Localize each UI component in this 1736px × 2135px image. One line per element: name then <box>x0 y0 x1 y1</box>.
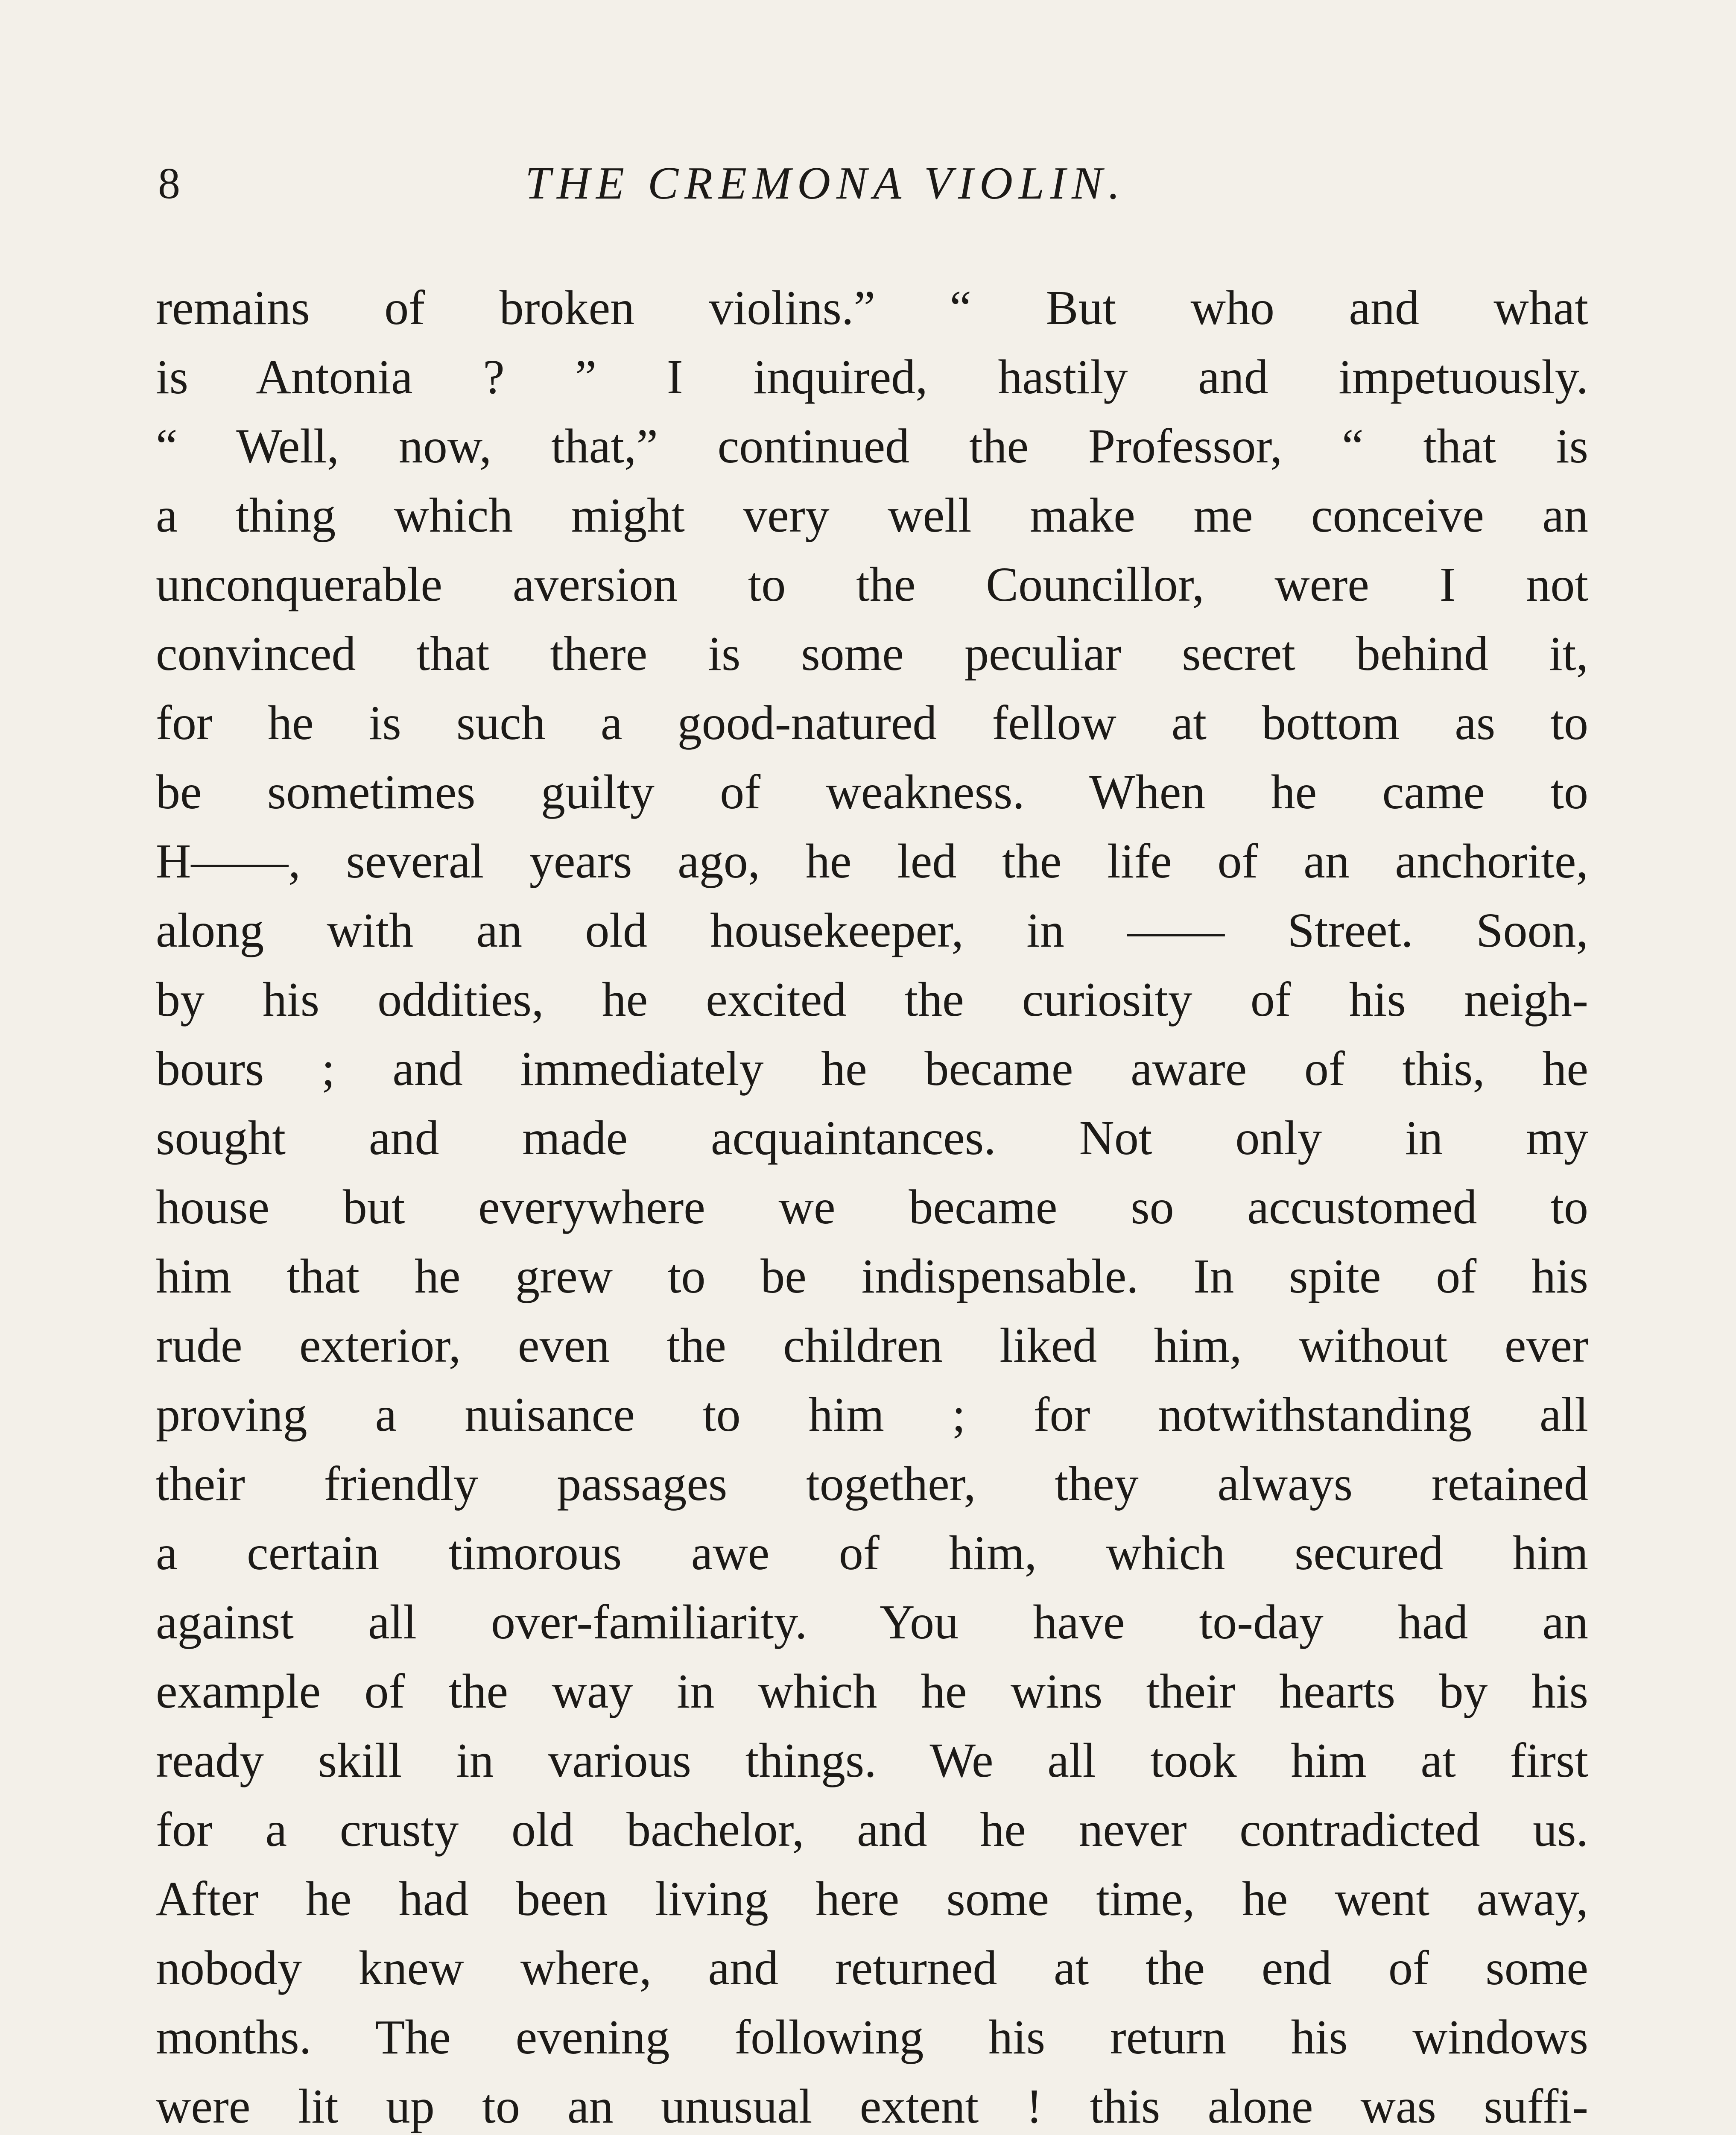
running-head <box>0 154 1736 214</box>
text-line: their friendly passages together, they always retained <box>156 1456 1588 1511</box>
text-line: After he had been living here some time, he went away, <box>156 1872 1588 1926</box>
text-line: nobody knew where, and returned at the end of some <box>156 1941 1588 1995</box>
text-line: “ Well, now, that,” continued the Professor, “ that is <box>156 419 1588 473</box>
text-line: a thing which might very well make me conceive an <box>156 488 1588 542</box>
text-line: for he is such a good-natured fellow at bottom as to <box>156 696 1588 750</box>
text-line: ready skill in various things. We all took him at first <box>156 1733 1588 1787</box>
text-line: bours ; and immediately he became aware of this, he <box>156 1041 1588 1096</box>
body-text <box>156 273 1588 2135</box>
text-line: be sometimes guilty of weakness. When he came to <box>156 765 1588 819</box>
text-line: unconquerable aversion to the Councillor, were I not <box>156 557 1588 611</box>
text-line: against all over-familiarity. You have to-day had an <box>156 1595 1588 1649</box>
text-line: a certain timorous awe of him, which secured him <box>156 1526 1588 1580</box>
text-line: him that he grew to be indispensable. In spite of his <box>156 1249 1588 1303</box>
text-line: by his oddities, he excited the curiosity of his neigh- <box>156 972 1588 1027</box>
text-line: for a crusty old bachelor, and he never contradicted us. <box>156 1802 1588 1857</box>
text-line: rude exterior, even the children liked him, without ever <box>156 1318 1588 1372</box>
book-title: THE CREMONA VIOLIN. <box>525 158 1126 209</box>
text-line: months. The evening following his return his windows <box>156 2010 1588 2064</box>
text-line: sought and made acquaintances. Not only in my <box>156 1111 1588 1165</box>
text-line: is Antonia ? ” I inquired, hastily and impetuously. <box>156 350 1588 404</box>
page-number: 8 <box>158 159 181 208</box>
text-line: convinced that there is some peculiar secret behind it, <box>156 626 1588 681</box>
text-line: proving a nuisance to him ; for notwithstanding all <box>156 1387 1588 1442</box>
text-line: were lit up to an unusual extent ! this alone was suffi- <box>156 2079 1588 2133</box>
text-line: remains of broken violins.” “ But who and what <box>156 281 1588 335</box>
text-line: house but everywhere we became so accustomed to <box>156 1180 1588 1234</box>
text-line: example of the way in which he wins their hearts by his <box>156 1664 1588 1718</box>
text-line: along with an old housekeeper, in —— Street. Soon, <box>156 903 1588 957</box>
text-line: H——, several years ago, he led the life of an anchorite, <box>156 834 1588 888</box>
